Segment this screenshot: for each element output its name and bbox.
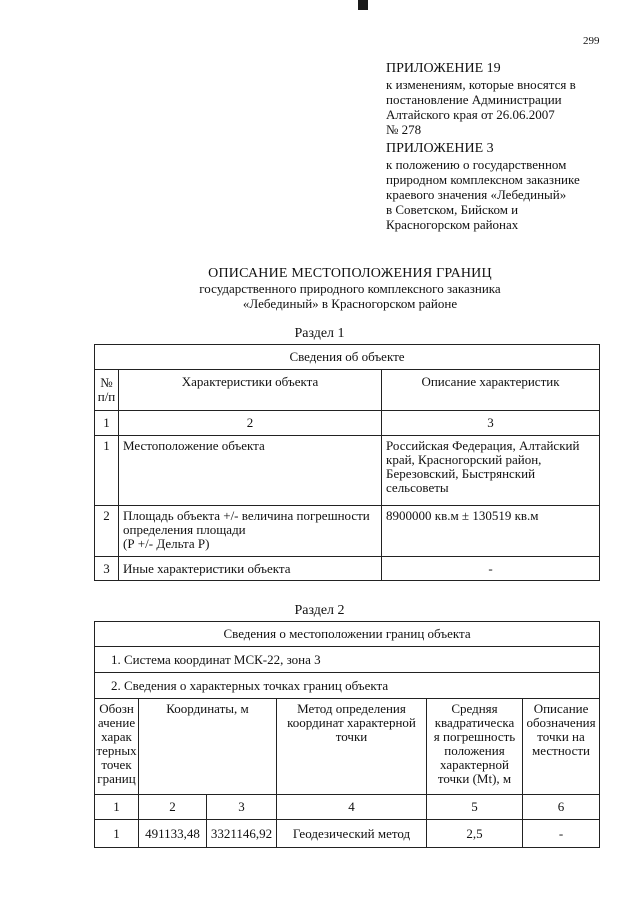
header-line: точки <box>335 729 368 744</box>
coordinate-system: 1. Система координат МСК-22, зона 3 <box>95 647 600 673</box>
header-line: местности <box>532 743 591 758</box>
header-line: терных <box>96 743 137 758</box>
header-line: Описание <box>533 701 589 716</box>
appendix-3-line: природном комплексном заказнике <box>386 172 580 187</box>
boundary-info-table <box>94 621 600 848</box>
header-line: положения <box>444 743 505 758</box>
description-text: Березовский, Быстрянский <box>386 466 536 481</box>
appendix-19-line: к изменениям, которые вносятся в <box>386 77 576 92</box>
index-cell: 4 <box>277 795 427 820</box>
table-row <box>95 820 600 848</box>
appendix-19-line: Алтайского края от 26.06.2007 <box>386 107 555 122</box>
index-cell: 2 <box>139 795 207 820</box>
document-title <box>100 266 600 311</box>
header-line: ачение <box>97 715 136 730</box>
points-title: 2. Сведения о характерных точках границ объекта <box>95 673 600 699</box>
col-description-header: Описание характеристик <box>382 370 600 411</box>
characteristic-text: определения площади <box>123 522 246 537</box>
row-number: 1 <box>95 436 119 506</box>
characteristic-text: Иные характеристики объекта <box>123 560 291 576</box>
header-line: Метод определения <box>297 701 406 716</box>
description-text: сельсоветы <box>386 480 449 495</box>
table-row <box>95 436 600 506</box>
col-number-header <box>95 370 119 411</box>
header-line: точки (Mt), м <box>437 771 512 786</box>
appendix-3-line: краевого значения «Лебединый» <box>386 187 567 202</box>
appendix-3-block <box>386 141 636 232</box>
header-line: Средняя <box>451 701 498 716</box>
description-cell <box>382 436 600 506</box>
coordinate-y: 3321146,92 <box>207 820 277 848</box>
index-cell: 3 <box>207 795 277 820</box>
title-line-3: «Лебединый» в Красногорском районе <box>242 296 458 311</box>
description-cell <box>382 506 600 557</box>
characteristic-cell <box>119 436 382 506</box>
header-line: харак <box>101 729 132 744</box>
point-description: - <box>523 820 600 848</box>
appendix-3-line: в Советском, Бийском и <box>386 202 519 217</box>
index-cell: 1 <box>95 411 119 436</box>
index-cell: 3 <box>382 411 600 436</box>
point-number: 1 <box>95 820 139 848</box>
header-line: я погрешность <box>433 729 516 744</box>
characteristic-text: Местоположение объекта <box>123 438 265 453</box>
characteristic-text: Площадь объекта +/- величина погрешности <box>123 508 370 523</box>
characteristic-cell <box>119 557 382 581</box>
header-line: Обозн <box>99 701 134 716</box>
characteristic-cell <box>119 506 382 557</box>
description-text: Российская Федерация, Алтайский <box>386 438 580 453</box>
appendix-19-heading: ПРИЛОЖЕНИЕ 19 <box>386 61 501 76</box>
col-number-header-line: п/п <box>97 389 116 404</box>
table-row <box>95 506 600 557</box>
error-cell: 2,5 <box>427 820 523 848</box>
method-cell: Геодезический метод <box>277 820 427 848</box>
appendix-19-block <box>386 61 636 137</box>
header-line: точек <box>101 757 132 772</box>
section-2-label: Раздел 2 <box>294 603 345 618</box>
table-row <box>95 557 600 581</box>
title-line-1: ОПИСАНИЕ МЕСТОПОЛОЖЕНИЯ ГРАНИЦ <box>208 266 492 281</box>
coordinate-x: 491133,48 <box>139 820 207 848</box>
header-line: точки на <box>537 729 585 744</box>
index-cell: 5 <box>427 795 523 820</box>
description-text: край, Красногорский район, <box>386 452 542 467</box>
row-number: 3 <box>95 557 119 581</box>
appendix-3-line: Красногорском районах <box>386 217 519 232</box>
appendix-19-line: № 278 <box>386 122 422 137</box>
header-line: координат характерной <box>287 715 416 730</box>
col-characteristic-header: Характеристики объекта <box>119 370 382 411</box>
scan-mark <box>358 0 368 10</box>
description-cell <box>382 557 600 581</box>
appendix-19-line: постановление Администрации <box>386 92 562 107</box>
section-1-label: Раздел 1 <box>294 326 345 341</box>
col-designation-header <box>95 699 139 795</box>
col-description-header <box>523 699 600 795</box>
object-info-table <box>94 344 600 581</box>
title-line-2: государственного природного комплексного заказника <box>199 281 501 296</box>
header-line: обозначения <box>526 715 596 730</box>
appendix-3-heading: ПРИЛОЖЕНИЕ 3 <box>386 141 494 156</box>
description-text: 8900000 кв.м ± 130519 кв.м <box>386 508 539 523</box>
col-number-header-line: № <box>100 375 113 390</box>
index-cell: 2 <box>119 411 382 436</box>
header-line: границ <box>97 771 136 786</box>
description-text: - <box>488 560 493 576</box>
row-number: 2 <box>95 506 119 557</box>
col-method-header <box>277 699 427 795</box>
section-1-header: Сведения об объекте <box>95 345 600 370</box>
characteristic-text: (Р +/- Дельта Р) <box>123 536 210 551</box>
appendix-3-line: к положению о государственном <box>386 157 567 172</box>
index-cell: 1 <box>95 795 139 820</box>
section-2-header: Сведения о местоположении границ объекта <box>95 622 600 647</box>
col-error-header <box>427 699 523 795</box>
page-number: 299 <box>583 35 600 47</box>
col-coordinates-header: Координаты, м <box>139 699 277 795</box>
index-cell: 6 <box>523 795 600 820</box>
header-line: квадратическа <box>434 715 515 730</box>
header-line: характерной <box>440 757 509 772</box>
